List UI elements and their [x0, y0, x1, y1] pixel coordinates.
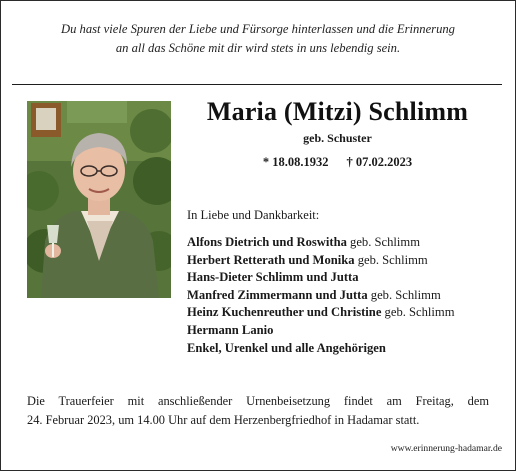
mourner-entry	[187, 287, 455, 305]
mourner-suffix: geb. Schlimm	[346, 235, 420, 249]
mourner-names: Manfred Zimmermann und Jutta	[187, 287, 368, 302]
birth-date: * 18.08.1932	[262, 155, 329, 169]
deceased-name: Maria (Mitzi) Schlimm	[206, 97, 469, 126]
mourner-suffix: geb. Schlimm	[354, 252, 428, 267]
mourners-intro: In Liebe und Dankbarkeit:	[187, 208, 320, 222]
quote-line-2: an all das Schöne mit dir wird stets in uns lebendig sein.	[115, 41, 401, 55]
memorial-quote	[0, 20, 516, 58]
mourner-entry	[187, 322, 455, 340]
divider-top	[12, 84, 502, 85]
mourner-suffix: geb. Schlimm	[381, 305, 455, 320]
mourner-names: Hans-Dieter Schlimm und Jutta	[187, 270, 359, 285]
mourner-names: Alfons Dietrich und Roswitha	[187, 235, 347, 249]
mourner-entry	[187, 304, 455, 322]
portrait-photo	[27, 101, 171, 298]
mourner-suffix: geb. Schlimm	[367, 287, 441, 302]
mourner-entry	[187, 340, 455, 358]
mourner-entry	[187, 252, 455, 270]
website-link[interactable]: www.erinnerung-hadamar.de	[390, 443, 502, 454]
mourners-list	[187, 234, 455, 357]
funeral-announcement	[27, 392, 489, 430]
mourner-names: Enkel, Urenkel und alle Angehörigen	[187, 340, 386, 355]
funeral-line-1: Die Trauerfeier mit anschließender Urnenbeisetzung findet am Freitag, dem	[27, 394, 489, 408]
mourner-names: Hermann Lanio	[187, 322, 274, 337]
life-dates	[171, 154, 504, 170]
mourner-entry	[187, 234, 455, 252]
mourner-entry	[187, 269, 455, 287]
death-date: † 07.02.2023	[346, 155, 413, 169]
quote-line-1: Du hast viele Spuren der Liebe und Fürsorge hinterlassen und die Erinnerung	[61, 22, 455, 36]
birth-name: geb. Schuster	[303, 131, 372, 145]
funeral-line-2: 24. Februar 2023, um 14.00 Uhr auf dem Herzenbergfriedhof in Hadamar statt.	[27, 413, 420, 427]
mourner-names: Heinz Kuchenreuther und Christine	[187, 305, 382, 320]
mourner-names: Herbert Retterath und Monika	[187, 252, 355, 267]
